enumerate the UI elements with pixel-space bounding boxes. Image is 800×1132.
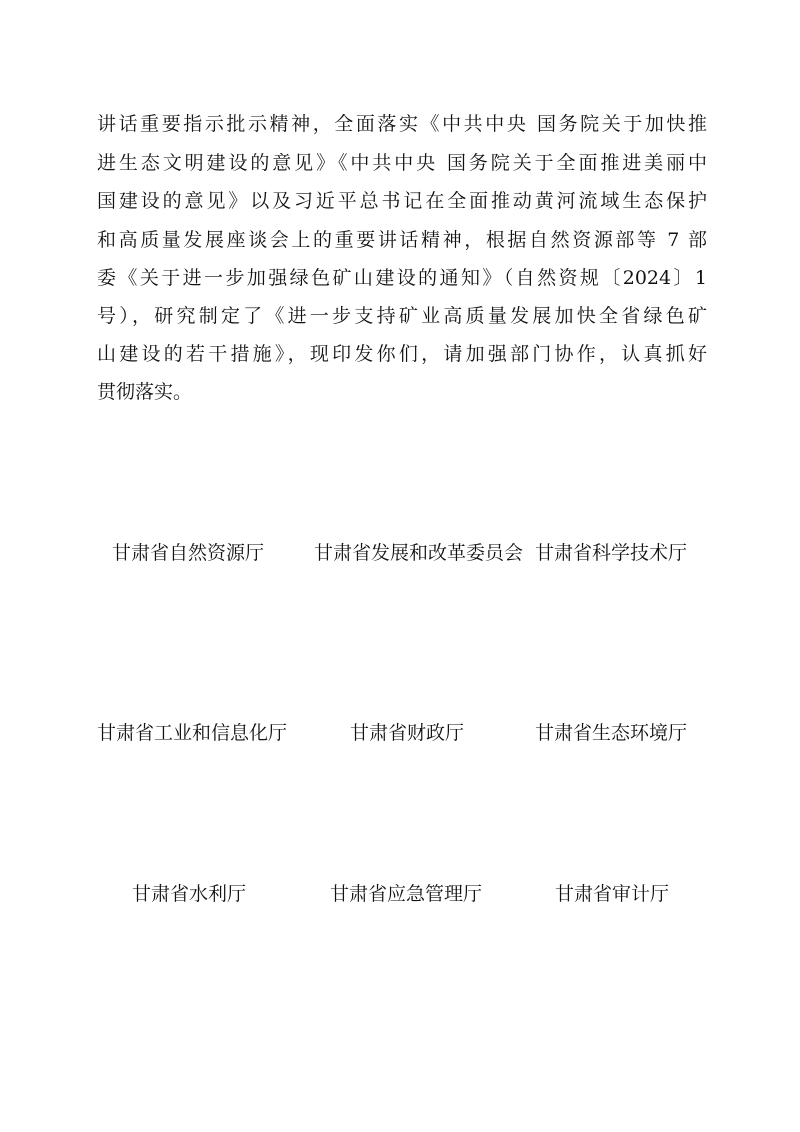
signatory: 甘肃省水利厅: [132, 883, 247, 905]
signatory: 甘肃省自然资源厅: [112, 542, 265, 564]
body-line: 山建设的若干措施》，现印发你们，请加强部门协作，认真抓好: [97, 343, 707, 365]
signatory: 甘肃省审计厅: [555, 883, 670, 905]
body-line: 和高质量发展座谈会上的重要讲话精神，根据自然资源部等 7 部: [97, 229, 707, 251]
signatory: 甘肃省工业和信息化厅: [97, 722, 288, 744]
body-line: 委《关于进一步加强绿色矿山建设的通知》（自然资规〔2024〕1: [97, 267, 707, 289]
signatory: 甘肃省财政厅: [350, 722, 465, 744]
body-line: 讲话重要指示批示精神，全面落实《中共中央 国务院关于加快推: [97, 113, 707, 135]
body-line: 进生态文明建设的意见》《中共中央 国务院关于全面推进美丽中: [97, 152, 707, 174]
body-line: 贯彻落实。: [97, 381, 193, 403]
signatory: 甘肃省发展和改革委员会: [314, 542, 524, 564]
body-line: 国建设的意见》以及习近平总书记在全面推动黄河流域生态保护: [97, 190, 707, 212]
signatory: 甘肃省科学技术厅: [535, 542, 688, 564]
body-line: 号），研究制定了《进一步支持矿业高质量发展加快全省绿色矿: [97, 305, 707, 327]
signatory: 甘肃省生态环境厅: [535, 722, 688, 744]
signatory: 甘肃省应急管理厅: [330, 883, 483, 905]
